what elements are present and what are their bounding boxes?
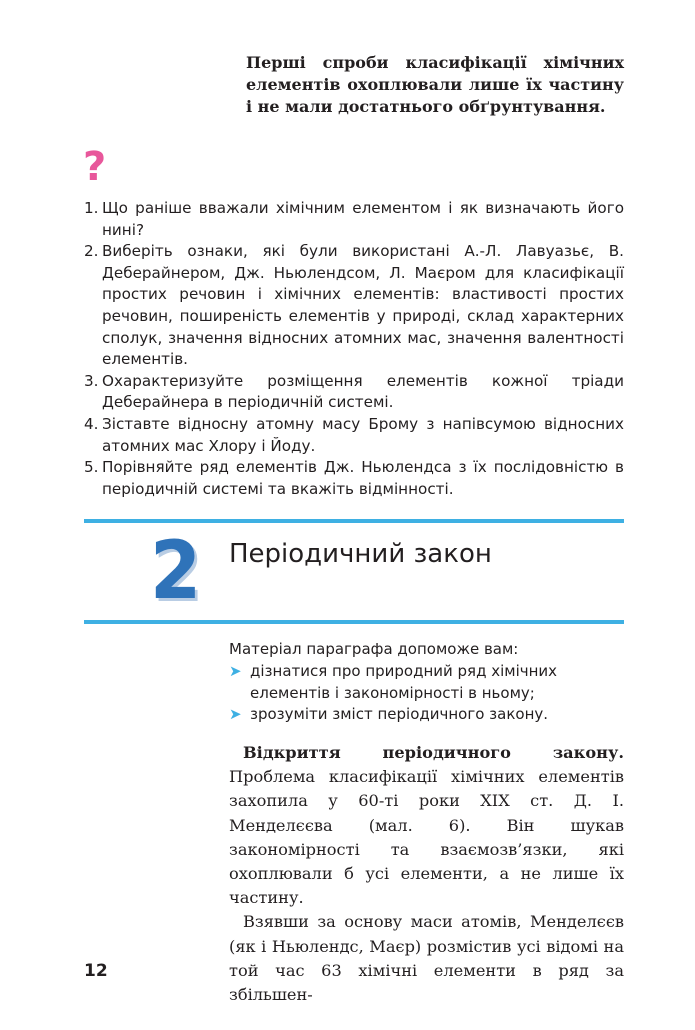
learning-goals-heading: Матеріал параграфа допоможе вам: [229, 640, 519, 658]
goal-item [229, 661, 624, 704]
question-item [84, 198, 624, 241]
section-number: 2 [150, 524, 202, 617]
question-text: Охарактеризуйте розміщення елементів кожної тріади Деберайнера в періодичній системі. [102, 371, 624, 412]
question-item [84, 241, 624, 371]
question-number: 3. [84, 371, 99, 390]
question-text: Виберіть ознаки, які були використані А.-Л. Лавуазьє, В. Деберайнером, Дж. Ньюлендсом, Л. Маєром для класифікації простих речовин і хімічних елементів: властивості простих речовин, поширеність елементів у природі, склад характерних сполук, значення відносних атомних мас, значення валентності елементів. [102, 242, 624, 369]
question-mark-icon: ? [83, 144, 107, 190]
section-summary: Перші спроби класифікації хімічних елементів охоплювали лише їх частину і не мали достатнього обґрунтування. [246, 53, 624, 116]
question-number: 1. [84, 199, 99, 217]
arrow-bullet-icon: ➤ [229, 662, 242, 680]
page-number: 12 [84, 961, 108, 981]
review-questions-list [84, 198, 624, 500]
question-item [84, 457, 624, 500]
question-text: Що раніше вважали хімічним елементом і як визначають його нині? [102, 199, 624, 239]
goal-item [229, 704, 624, 726]
learning-goals-list [229, 661, 624, 726]
goal-text: дізнатися про природний ряд хімічних елементів і закономірності в ньому; [250, 662, 558, 702]
paragraph [229, 910, 624, 1007]
question-number: 5. [84, 458, 99, 477]
question-text: Порівняйте ряд елементів Дж. Ньюлендса з їх послідовністю в періодичній системі та вкажіть відмінності. [102, 458, 624, 498]
paragraph-text: Проблема класифікації хімічних елементів захопила у 60-ті роки XIX ст. Д. І. Менделєєва (мал. 6). Він шукав закономірності та взаємозв’язки, які охоплювали б усі елементи, а не лише їх частину. [229, 767, 624, 908]
question-number: 2. [84, 242, 99, 261]
paragraph-text: Взявши за основу маси атомів, Менделєєв (як і Ньюлендс, Маєр) розмістив усі відомі на той час 63 хімічні елементи в ряд за збільшен- [229, 912, 624, 1005]
question-item [84, 414, 624, 457]
paragraph-heading: Відкриття періодичного закону. [243, 743, 624, 762]
arrow-bullet-icon: ➤ [229, 705, 242, 723]
paragraph [229, 741, 624, 910]
goal-text: зрозуміти зміст періодичного закону. [250, 705, 549, 723]
section-divider-top [84, 519, 624, 523]
section-divider-bottom [84, 620, 624, 624]
body-text [229, 741, 624, 1007]
question-item [84, 371, 624, 414]
question-number: 4. [84, 414, 99, 433]
section-title: Періодичний закон [229, 539, 492, 569]
question-text: Зіставте відносну атомну масу Брому з напівсумою відносних атомних мас Хлору і Йоду. [102, 414, 624, 455]
